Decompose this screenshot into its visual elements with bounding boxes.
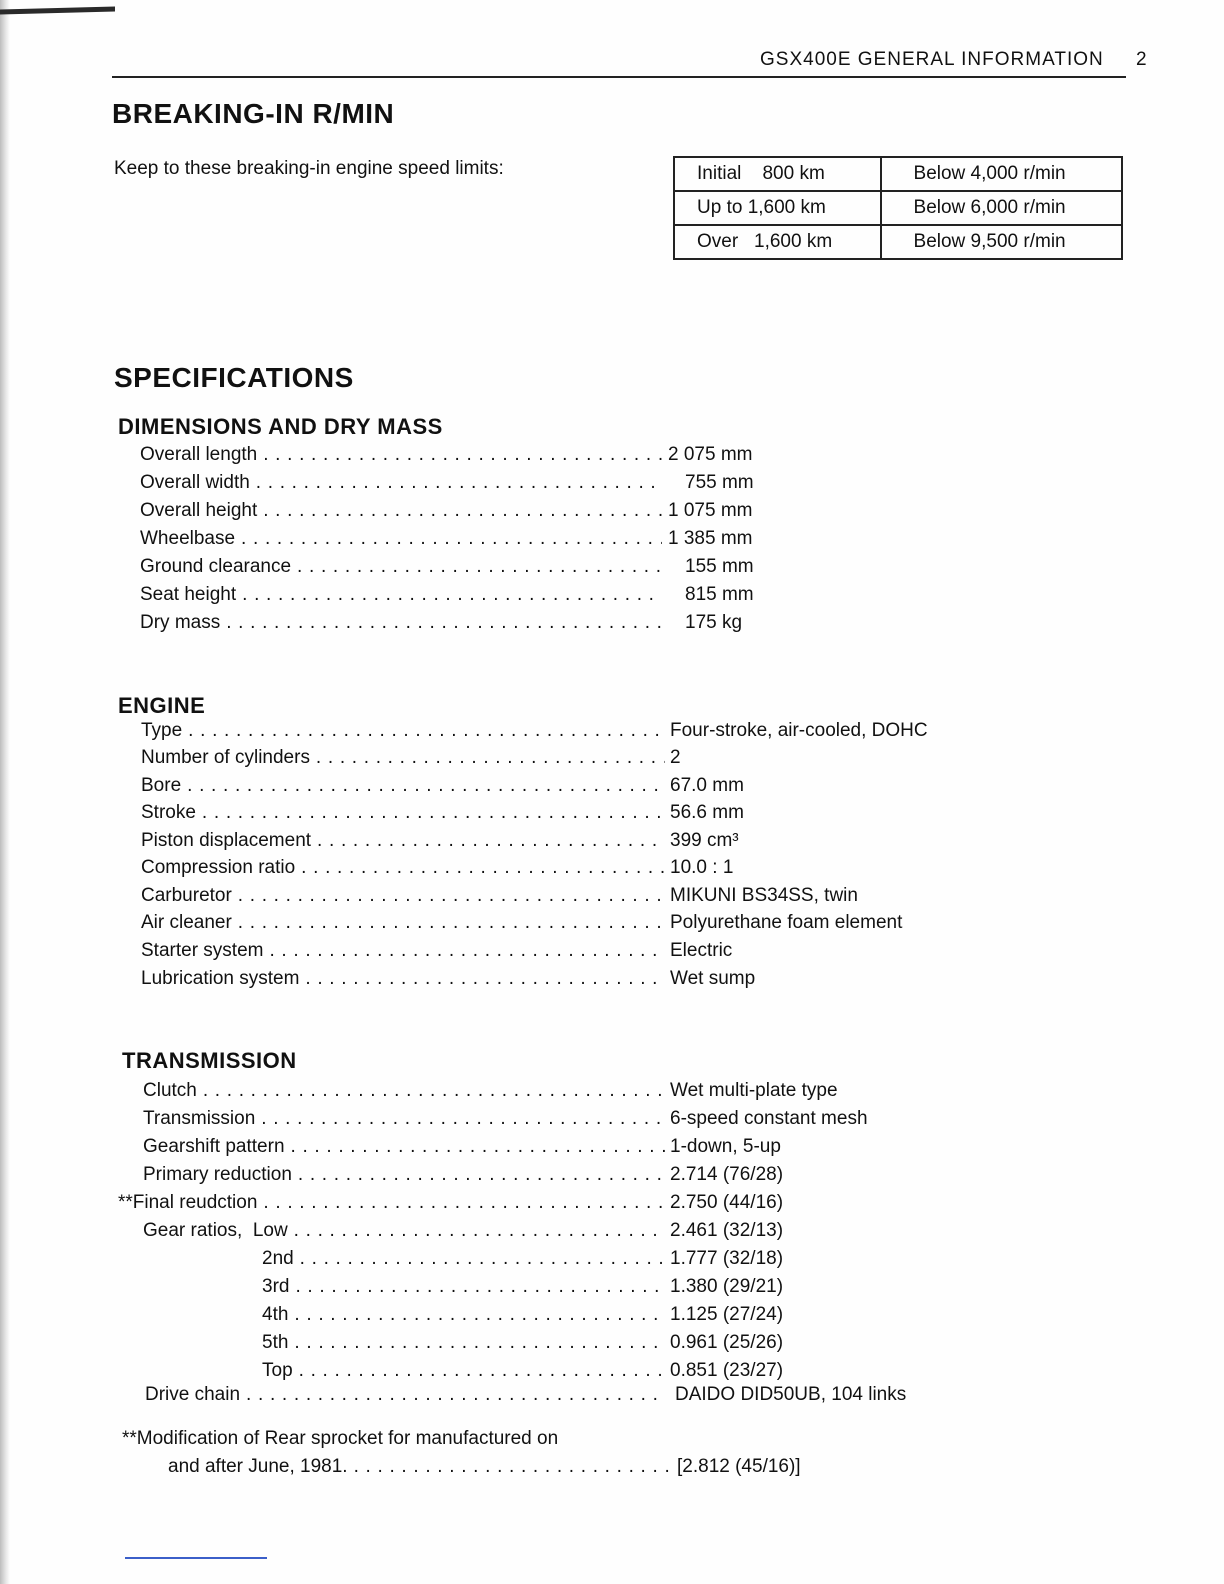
spec-label: Primary reduction . . . xyxy=(143,1164,665,1186)
spec-value: Polyurethane foam element xyxy=(670,912,903,933)
dimensions-heading: DIMENSIONS AND DRY MASS xyxy=(118,414,443,439)
breaking-in-intro: Keep to these breaking-in engine speed limits: xyxy=(114,158,504,179)
spec-value: Wet sump xyxy=(670,968,756,989)
spec-label: Stroke . . . xyxy=(141,802,665,824)
spec-value: 2.461 (32/13) xyxy=(670,1220,784,1241)
scan-edge xyxy=(0,0,10,1584)
distance-cell: Initial 800 km xyxy=(674,157,881,191)
spec-label: and after June, 1981. . . . xyxy=(168,1456,670,1478)
spec-value: Wet multi-plate type xyxy=(670,1080,838,1101)
spec-value: Four-stroke, air-cooled, DOHC xyxy=(670,720,928,741)
spec-value: 755 mm xyxy=(685,472,754,493)
spec-label: Drive chain . . . xyxy=(145,1384,665,1406)
spec-value: 1 075 mm xyxy=(668,500,753,521)
table-row xyxy=(674,191,1122,225)
spec-label: Carburetor . . . xyxy=(141,885,665,907)
spec-label: Ground clearance . . . xyxy=(140,556,662,578)
distance-cell: Up to 1,600 km xyxy=(674,191,881,225)
spec-label: Gear ratios, Low . . . xyxy=(143,1220,665,1242)
page-header xyxy=(760,49,1148,71)
spec-value: 2.750 (44/16) xyxy=(670,1192,784,1213)
spec-label: Piston displacement . . . xyxy=(141,830,665,852)
spec-label: 3rd . . . xyxy=(262,1276,665,1298)
spec-value: MIKUNI BS34SS, twin xyxy=(670,885,858,906)
spec-label: 5th . . . xyxy=(262,1332,665,1354)
spec-value: 2 075 mm xyxy=(668,444,753,465)
spec-label: Bore . . . xyxy=(141,775,665,797)
header-title: GSX400E GENERAL INFORMATION xyxy=(760,49,1104,70)
scan-corner-mark xyxy=(0,6,115,14)
limit-cell: Below 6,000 r/min xyxy=(881,191,1122,225)
spec-value: 1-down, 5-up xyxy=(670,1136,781,1157)
limit-cell: Below 9,500 r/min xyxy=(881,225,1122,259)
header-rule xyxy=(112,76,1126,78)
table-row xyxy=(674,225,1122,259)
spec-label: Compression ratio . . . xyxy=(141,857,665,879)
spec-value: 6-speed constant mesh xyxy=(670,1108,868,1129)
spec-label: Overall length . . . xyxy=(140,444,662,466)
spec-label: **Final reudction . . . xyxy=(118,1192,665,1214)
spec-value: 56.6 mm xyxy=(670,802,744,823)
limit-cell: Below 4,000 r/min xyxy=(881,157,1122,191)
spec-value: 67.0 mm xyxy=(670,775,744,796)
spec-value: 1.125 (27/24) xyxy=(670,1304,784,1325)
spec-value: 175 kg xyxy=(685,612,743,633)
engine-heading: ENGINE xyxy=(118,693,206,718)
spec-label: Wheelbase . . . xyxy=(140,528,662,550)
spec-value: 10.0 : 1 xyxy=(670,857,734,878)
page-number: 2 xyxy=(1136,49,1148,70)
spec-value: 1 385 mm xyxy=(668,528,753,549)
spec-value: [2.812 (45/16)] xyxy=(677,1456,801,1477)
spec-value: 2 xyxy=(670,747,681,768)
spec-value: 0.851 (23/27) xyxy=(670,1360,784,1381)
spec-value: Electric xyxy=(670,940,733,961)
sprocket-note: **Modification of Rear sprocket for manufactured on xyxy=(122,1428,559,1449)
specifications-heading: SPECIFICATIONS xyxy=(114,362,354,393)
spec-value: DAIDO DID50UB, 104 links xyxy=(675,1384,907,1405)
spec-label: Lubrication system . . . xyxy=(141,968,665,990)
spec-value: 2.714 (76/28) xyxy=(670,1164,784,1185)
breaking-in-table xyxy=(673,156,1123,260)
breaking-in-heading: BREAKING-IN R/MIN xyxy=(112,98,395,129)
spec-value: 1.777 (32/18) xyxy=(670,1248,784,1269)
spec-value: 1.380 (29/21) xyxy=(670,1276,784,1297)
spec-label: Clutch . . . xyxy=(143,1080,665,1102)
spec-label: 4th . . . xyxy=(262,1304,665,1326)
spec-label: Starter system . . . xyxy=(141,940,665,962)
spec-label: Gearshift pattern . . . xyxy=(143,1136,665,1158)
spec-label: 2nd . . . xyxy=(262,1248,665,1270)
spec-label: Top . . . xyxy=(262,1360,665,1382)
spec-label: Dry mass . . . xyxy=(140,612,662,634)
spec-label: Number of cylinders . . . xyxy=(141,747,665,769)
spec-value: 155 mm xyxy=(685,556,754,577)
transmission-heading: TRANSMISSION xyxy=(122,1048,297,1073)
spec-label: Transmission . . . xyxy=(143,1108,665,1130)
spec-value: 0.961 (25/26) xyxy=(670,1332,784,1353)
spec-label: Type . . . xyxy=(141,720,665,742)
spec-value: 815 mm xyxy=(685,584,754,605)
spec-label: Air cleaner . . . xyxy=(141,912,665,934)
distance-cell: Over 1,600 km xyxy=(674,225,881,259)
spec-value: 399 cm³ xyxy=(670,830,739,851)
table-row xyxy=(674,157,1122,191)
spec-label: Overall width . . . xyxy=(140,472,662,494)
scan-artifact-line xyxy=(125,1557,267,1559)
spec-label: Overall height . . . xyxy=(140,500,662,522)
spec-label: Seat height . . . xyxy=(140,584,662,606)
